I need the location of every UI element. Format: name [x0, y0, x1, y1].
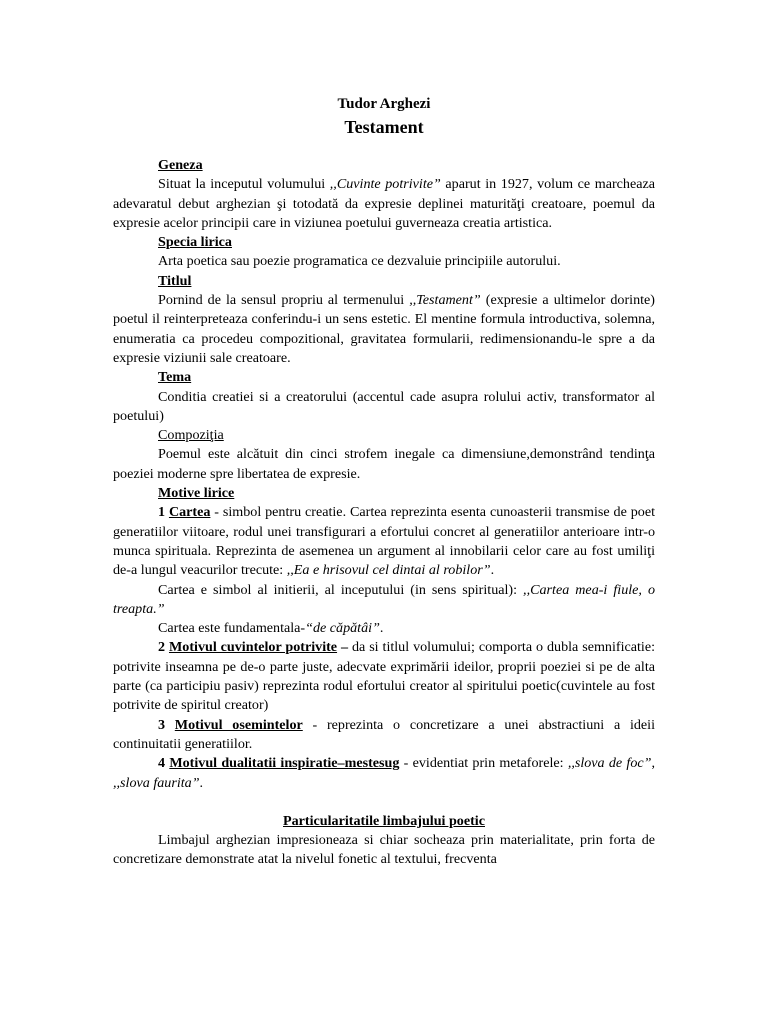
author-name: Tudor Arghezi [337, 96, 431, 112]
section-heading-specia: Specia lirica [158, 234, 232, 251]
motive-name-cuvinte: Motivul cuvintelor potrivite [168, 639, 338, 656]
section-heading-titlul: Titlul [158, 272, 192, 289]
quote-testament: ,,Testament” [409, 292, 481, 309]
paragraph-tema: Conditia creatiei si a creatorului (accentul cade asupra rolului activ, transformator al poetului) [113, 388, 655, 424]
paragraph-compozitia: Poemul este alcătuit din cinci strofem inegale ca dimensiune,demonstrând tendinţa poeziei moderne spre libertatea de expresie. [113, 446, 655, 482]
motive-name-dualitate: Motivul dualitatii inspiratie–mestesug [169, 755, 400, 772]
motive-item-cartea: 1 Cartea - simbol pentru creatie. Cartea reprezinta esenta cunoasterii transmise de poet generatiilor viitoare, rodul unei transfigurari a efortului concret al generatiilor anterioare intr-o munca spirituala. Reprezinta de asemenea un argument al innobilarii celor care au fost umiliţi de-a lungul veacurilor trecute: ,,Ea e hrisovul cel dintai al robilor”. [113, 504, 655, 579]
paragraph-specia: Arta poetica sau poezie programatica ce dezvaluie principiile autorului. [158, 253, 561, 270]
motive-item-cuvinte: 2 Motivul cuvintelor potrivite – da si titlul volumului; comporta o dubla semnificatie: potrivite inseamna pe de-o parte juste, adecvate exprimării ideilor, proprii poeziei si pe de alta parte (ca participiu pasiv) reprezinta rodul efortului creator al spiritului poetic(cuvintele au fost potrivite de spiritul creator) [113, 639, 656, 714]
document-title: Testament [344, 117, 424, 137]
paragraph-cartea-fundamentala: Cartea este fundamentala-“de căpătâi”. [158, 620, 384, 637]
paragraph-spacer [113, 793, 655, 812]
paragraph-geneza: Situat la inceputul volumului ,,Cuvinte potrivite” aparut in 1927, volum ce marcheaza adevaratul debut arghezian şi totodată da expresie deplinei maturităţi creatoare, poemul da expresie acelor principii care in viziunea poetului guverneaza creatia artistica. [113, 176, 655, 231]
quote-slova-faurita: ,,slova faurita” [113, 774, 200, 791]
paragraph-titlul: Pornind de la sensul propriu al termenului ,,Testament” (expresie a ultimelor dorinte) poetul il reinterpreteaza conferindu-i un sens estetic. El mentine formula introductiva, solemna, enumeratia ca procedeu compozitional, gravitatea formularii, redimensionandu-le spre a da expresie viziunii sale creatoare. [113, 292, 655, 366]
motive-name-cartea: Cartea [168, 504, 211, 521]
motive-item-oseminte: 3 Motivul osemintelor - reprezinta o concretizare a unei abstractiuni a ideii continuitatii generatiilor. [113, 716, 656, 752]
quote-hrisovul: ,,Ea e hrisovul cel dintai al robilor” [286, 562, 491, 579]
motive-item-dualitate: 4 Motivul dualitatii inspiratie–mestesug - evidentiat prin metaforele: ,,slova de foc”, ,,slova faurita”. [113, 755, 656, 791]
section-heading-tema: Tema [158, 369, 192, 386]
quote-cuvinte-potrivite: ,,Cuvinte potrivite” [329, 176, 441, 193]
section-heading-motive: Motive lirice [158, 485, 235, 502]
quote-slova-de-foc: ,,slova de foc” [567, 755, 652, 772]
quote-cartea-mea: ,,Cartea mea-i fiule, o treapta.” [113, 581, 655, 617]
paragraph-cartea-initiere: Cartea e simbol al initierii, al inceputului (in sens spiritual): ,,Cartea mea-i fiule, o treapta.” [113, 581, 655, 617]
quote-de-capatai: “de căpătâi” [305, 620, 380, 637]
document-body [113, 94, 655, 870]
section-heading-limbaj: Particularitatile limbajului poetic [283, 812, 485, 829]
motive-name-oseminte: Motivul osemintelor [174, 716, 303, 733]
paragraph-limbaj: Limbajul arghezian impresioneaza si chiar socheaza prin materialitate, prin forta de concretizare demonstrate atat la nivelul fonetic al textului, frecventa [113, 832, 655, 868]
section-heading-compozitia: Compoziţia [158, 427, 224, 444]
section-heading-geneza: Geneza [158, 157, 203, 173]
